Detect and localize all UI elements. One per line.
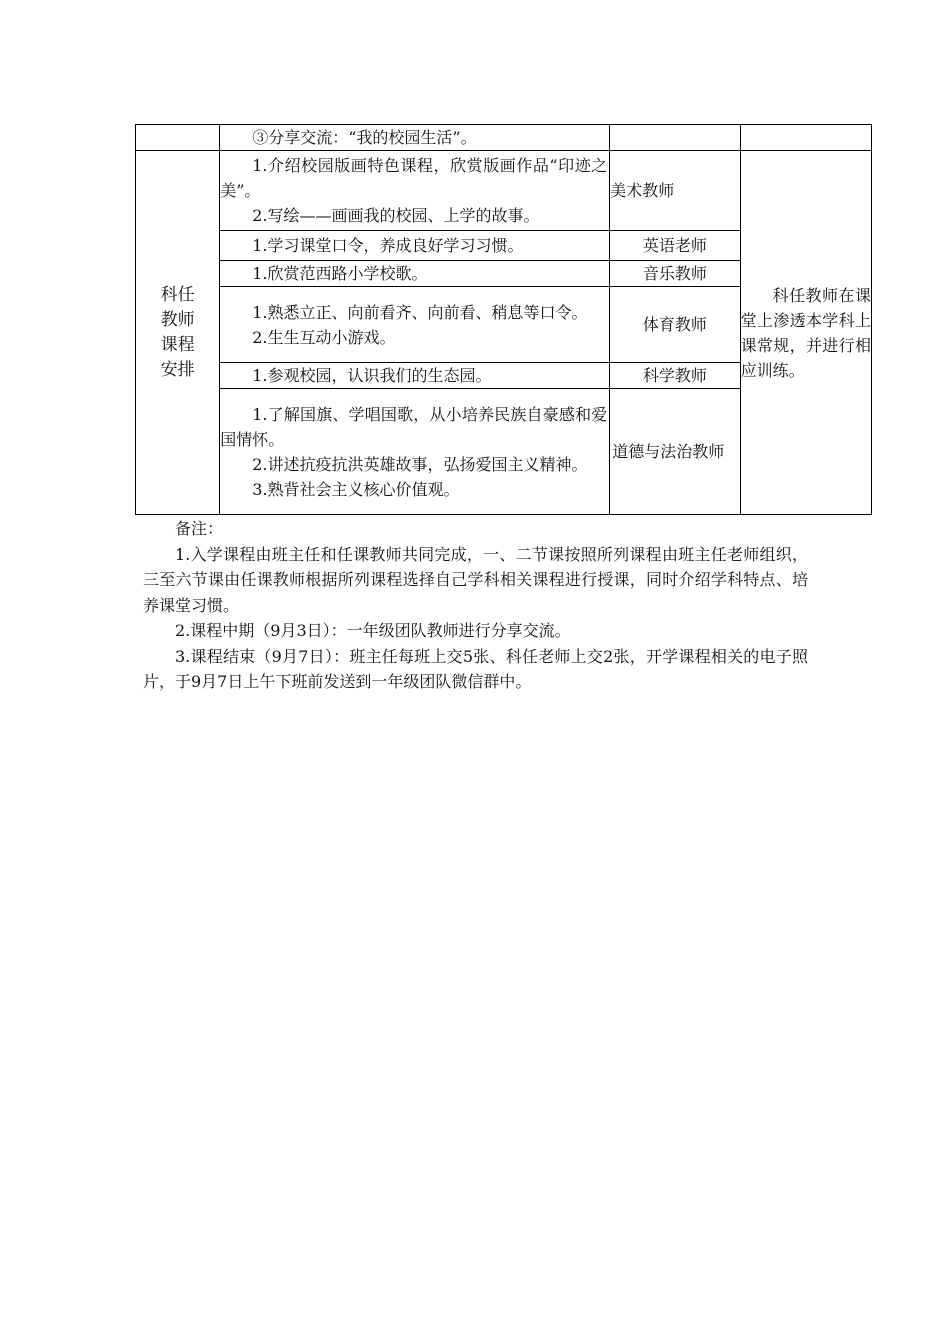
note-item: 1.入学课程由班主任和任课教师共同完成，一、二节课按照所列课程由班主任老师组织，三至六节课由任课教师根据所列课程选择自己学科相关课程进行授课，同时介绍学科特点、培养课堂习惯。 xyxy=(143,544,808,615)
course-content-cell: 1.学习课堂口令，养成良好学习习惯。 xyxy=(220,231,610,261)
course-content-cell: 1.参观校园，认识我们的生态园。 xyxy=(220,363,610,389)
course-content-cell: 1.介绍校园版画特色课程，欣赏版画作品“印迹之美”。 2.写绘——画画我的校园、上学的故事。 xyxy=(220,151,610,231)
empty-cell xyxy=(610,125,740,151)
note-item: 2.课程中期（9月3日）：一年级团队教师进行分享交流。 xyxy=(175,621,571,640)
teacher-cell: 美术教师 xyxy=(610,151,740,231)
course-schedule-table xyxy=(135,124,872,515)
teacher-cell: 音乐教师 xyxy=(610,261,740,287)
notes-heading: 备注： xyxy=(175,519,224,538)
group-label: 科任教师课程安排 xyxy=(160,284,195,380)
remark-text: 科任教师在课堂上渗透本学科上课常规，并进行相应训练。 xyxy=(740,285,871,380)
empty-cell xyxy=(740,125,871,151)
table-row xyxy=(136,151,872,231)
teacher-cell: 英语老师 xyxy=(610,231,740,261)
teacher-cell: 科学教师 xyxy=(610,363,740,389)
teacher-cell: 体育教师 xyxy=(610,287,740,363)
course-content-cell: 1.欣赏范西路小学校歌。 xyxy=(220,261,610,287)
remark-cell xyxy=(740,151,871,515)
course-content-cell: ③分享交流：“我的校园生活”。 xyxy=(220,125,610,151)
notes-section xyxy=(143,516,808,695)
empty-cell xyxy=(136,125,220,151)
teacher-cell: 道德与法治教师 xyxy=(610,389,740,515)
course-content-cell: 1.熟悉立正、向前看齐、向前看、稍息等口令。 2.生生互动小游戏。 xyxy=(220,287,610,363)
note-item: 3.课程结束（9月7日）：班主任每班上交5张、科任老师上交2张，开学课程相关的电子照片，于9月7日上午下班前发送到一年级团队微信群中。 xyxy=(143,646,808,691)
course-content-cell: 1.了解国旗、学唱国歌，从小培养民族自豪感和爱国情怀。 2.讲述抗疫抗洪英雄故事，弘扬爱国主义精神。 3.熟背社会主义核心价值观。 xyxy=(220,389,610,515)
group-label-cell xyxy=(136,151,220,515)
table-row xyxy=(136,125,872,151)
